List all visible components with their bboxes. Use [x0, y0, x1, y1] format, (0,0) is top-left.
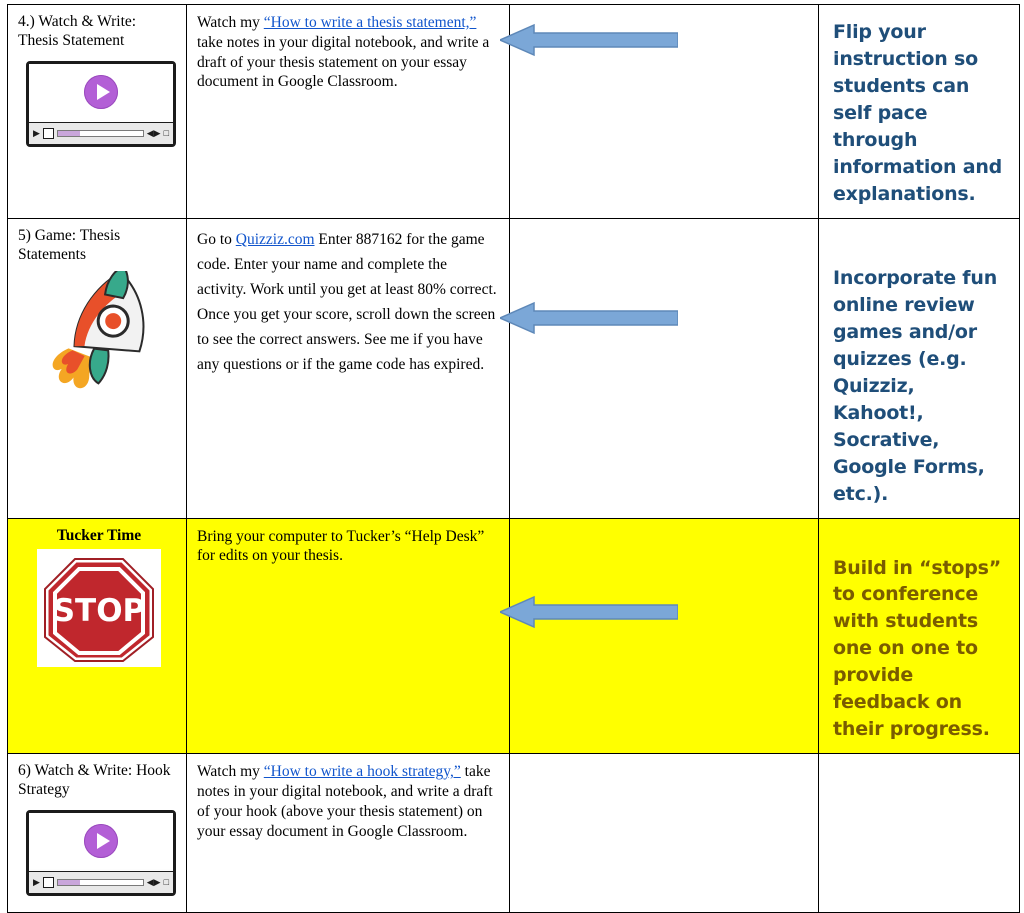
- left-arrow-icon: [500, 23, 678, 57]
- description-cell: [187, 5, 510, 219]
- arrow-cell: [510, 754, 819, 913]
- note-text: Flip your instruction so students can self pace through information and explanations.: [833, 21, 1003, 205]
- note-text: [819, 754, 1019, 778]
- task-cell: [8, 218, 187, 518]
- task-cell: [8, 518, 187, 754]
- play-small-icon: ▶: [33, 877, 40, 888]
- arrow-cell: [510, 5, 819, 219]
- task-title: 5) Game: Thesis Statements: [18, 226, 121, 263]
- description-text: [187, 219, 509, 388]
- left-arrow-icon: [500, 595, 678, 629]
- task-cell: [8, 754, 187, 913]
- play-icon: [84, 824, 118, 858]
- play-small-icon: ▶: [33, 127, 40, 138]
- pause-icon: [43, 877, 54, 888]
- volume-icon: ◀▶: [146, 877, 161, 888]
- description-text: [187, 754, 509, 851]
- desc-part-text: Bring your computer to Tucker’s “Help Desk” for edits on your thesis.: [197, 527, 485, 565]
- agenda-table: [7, 4, 1020, 913]
- note-cell: [819, 5, 1020, 219]
- note-text: Build in “stops” to conference with students one on one to provide feedback on their progress.: [833, 556, 1002, 741]
- note-cell: [819, 218, 1020, 518]
- video-controls: [29, 122, 173, 144]
- table-row: [8, 5, 1020, 219]
- table-row: [8, 754, 1020, 913]
- desc-part-text: Watch my: [197, 763, 264, 781]
- table-row: [8, 518, 1020, 754]
- desc-part-text: Watch my: [197, 14, 264, 31]
- fullscreen-icon: □: [163, 877, 169, 888]
- description-cell: [187, 754, 510, 913]
- stop-sign-icon: [37, 549, 161, 667]
- play-icon: [84, 75, 118, 109]
- stop-sign-label: STOP: [52, 593, 146, 630]
- video-player-icon: [26, 61, 176, 147]
- arrow-cell: [510, 518, 819, 754]
- desc-part-text: Go to: [197, 230, 236, 248]
- thesis-video-link[interactable]: “How to write a thesis statement,”: [263, 14, 477, 31]
- volume-icon: ◀▶: [146, 127, 161, 138]
- video-player-icon: [26, 810, 176, 896]
- pause-icon: [43, 128, 54, 139]
- desc-part-text-2: take notes in your digital notebook, and write a draft of your hook (above your thesis statement) on your essay document in Google Classroom.: [197, 763, 493, 840]
- arrow-cell: [510, 218, 819, 518]
- quizziz-link[interactable]: Quizziz.com: [235, 230, 315, 248]
- document-page: [0, 4, 1024, 888]
- task-title: 6) Watch & Write: Hook Strategy: [18, 762, 171, 799]
- left-arrow-icon: [500, 301, 678, 335]
- fullscreen-icon: □: [163, 127, 169, 138]
- seek-bar: [57, 130, 144, 137]
- video-controls: [29, 871, 173, 893]
- description-cell: [187, 518, 510, 754]
- task-title: Tucker Time: [56, 526, 142, 544]
- hook-video-link[interactable]: “How to write a hook strategy,”: [263, 763, 461, 781]
- description-cell: [187, 218, 510, 518]
- note-cell: [819, 754, 1020, 913]
- table-row: [8, 218, 1020, 518]
- seek-bar: [57, 879, 144, 886]
- task-cell: [8, 5, 187, 219]
- description-text: [187, 5, 509, 102]
- note-text: Incorporate fun online review games and/or quizzes (e.g. Quizziz, Kahoot!, Socrative, Google Forms, etc.).: [833, 266, 998, 505]
- desc-part-text-2: take notes in your digital notebook, and write a draft of your thesis statement on your essay document in Google Classroom.: [197, 33, 490, 91]
- task-title: 4.) Watch & Write: Thesis Statement: [18, 13, 137, 49]
- description-text: [187, 519, 509, 577]
- rocket-icon: [32, 271, 182, 391]
- desc-part-text-2: Enter 887162 for the game code. Enter your name and complete the activity. Work until you get at least 80% correct. Once you get your score, scroll down the screen to see the correct answers. See me if you have any questions or if the game code has expired.: [197, 230, 497, 374]
- note-cell: [819, 518, 1020, 754]
